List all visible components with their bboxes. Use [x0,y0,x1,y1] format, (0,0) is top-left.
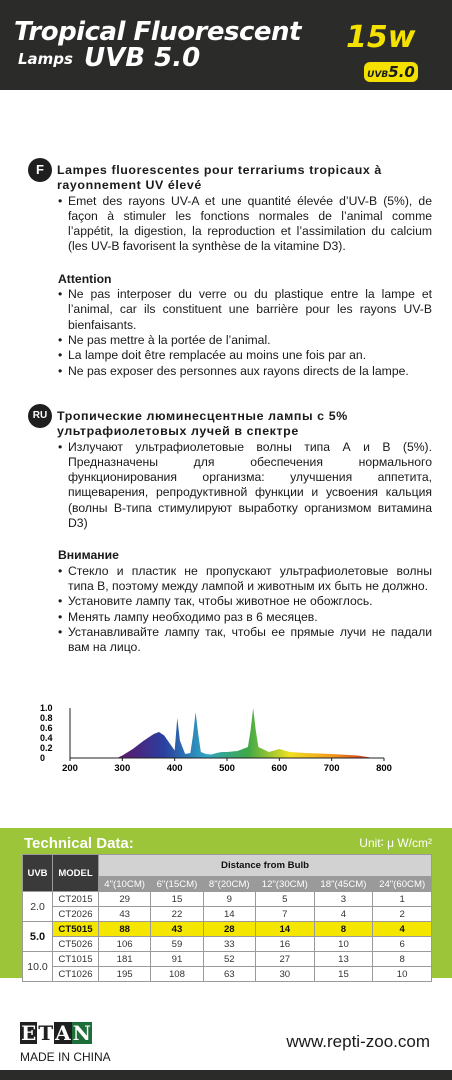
uvb-badge [364,62,418,82]
table-header-uvb: UVB [23,855,53,892]
x-tick-label: 200 [62,763,78,774]
value-cell: 27 [255,952,314,967]
value-cell: 6 [373,937,432,952]
table-row [23,922,432,937]
table-row [23,967,432,982]
value-cell: 10 [373,967,432,982]
value-cell: 3 [314,892,373,907]
list-item: • Менять лампу необходимо раз в 6 месяцев. [32,610,432,625]
y-tick-label: 0.6 [40,723,53,733]
logo-letter: E [21,1021,37,1045]
website-link[interactable]: www.repti-zoo.com [286,1032,430,1051]
y-tick-label: 0.2 [40,743,53,753]
made-in-label: MADE IN CHINA [20,1050,111,1064]
value-cell: 108 [151,967,203,982]
french-section [32,163,432,379]
model-cell: CT2026 [53,907,99,922]
list-item: • Ne pas exposer des personnes aux rayons directs de la lampe. [32,364,432,379]
y-tick-label: 0 [40,753,46,763]
value-cell: 195 [99,967,151,982]
french-attention-heading: Attention [58,271,112,286]
product-subtitle-lamps: Lamps [18,50,73,68]
russian-language-icon: RU [28,404,52,428]
spectrum-area [117,708,373,758]
french-heading-line2: rayonnement UV élevé [57,178,202,193]
y-tick-label: 0.4 [40,733,53,743]
product-title: Tropical Fluorescent [14,17,301,47]
model-cell: CT5026 [53,937,99,952]
value-cell: 30 [255,967,314,982]
russian-heading-line2: ультрафиолетовых лучей в спектре [57,424,299,439]
y-tick-label: 0.8 [40,713,53,723]
x-tick-label: 700 [323,763,340,774]
footer [0,990,452,1080]
table-row [23,952,432,967]
value-cell: 14 [255,922,314,937]
list-item: • Emet des rayons UV-A et une quantité élevée d’UV-B (5%), de façon à stimuler les fonctions normales de l’animal comme l’appétit, la digestion, la reproduction et l’assimilation du calcium (les UV-B favorisent la synthèse de la vitamine D3). [32,194,432,255]
russian-attention-heading: Внимание [58,548,119,563]
table-row [23,907,432,922]
russian-heading [32,409,432,440]
model-cell: CT5015 [53,922,99,937]
value-cell: 4 [314,907,373,922]
x-tick-label: 500 [219,763,235,774]
russian-heading-line1: Тропические люминесцентные лампы с 5% [57,409,348,423]
french-heading [32,163,432,194]
list-item: • Излучают ультрафиолетовые волны типа А и В (5%). Предназначены для обеспечения нормального функционирования организма: улучшения аппетита, пищеварения, репродуктивной функции и усвоения кальция (волны В-типа стимулируют выработку организмом витамина D3) [32,440,432,532]
value-cell: 1 [373,892,432,907]
logo-letter: A [55,1021,71,1045]
value-cell: 8 [314,922,373,937]
technical-data-table [22,854,432,982]
value-cell: 15 [314,967,373,982]
value-cell: 5 [255,892,314,907]
x-tick-label: 400 [166,763,183,774]
x-tick-label: 600 [271,763,288,774]
distance-header-cell: 4"(10CM) [99,877,151,892]
list-item: • Ne pas interposer du verre ou du plastique entre la lampe et l’animal, car ils constituent une barrière pour les rayons UV-B bienfaisants. [32,287,432,333]
logo-letter: T [38,1021,54,1045]
distance-header-cell: 24"(60CM) [373,877,432,892]
french-description-list [32,194,432,255]
list-item: • Ne pas mettre à la portée de l’animal. [32,333,432,348]
technical-data-panel [0,828,452,978]
list-item: • Стекло и пластик не пропускают ультрафиолетовые волны типа В, поэтому между лампой и животным их быть не должно. [32,564,432,595]
bottom-bar [0,1070,452,1080]
value-cell: 52 [203,952,255,967]
list-item: • Установите лампу так, чтобы животное не обожглось. [32,594,432,609]
etan-logo [20,1022,92,1044]
table-row [23,937,432,952]
wattage-label: 15w [346,20,416,55]
product-uvb-label: UVB 5.0 [84,43,201,73]
value-cell: 29 [99,892,151,907]
chart-axes [70,708,384,758]
value-cell: 2 [373,907,432,922]
spectrum-chart [36,696,398,780]
french-language-icon: F [28,158,52,182]
distance-header-cell: 12"(30CM) [255,877,314,892]
russian-section [32,409,432,655]
model-cell: CT2015 [53,892,99,907]
x-tick-label: 300 [114,763,131,774]
value-cell: 16 [255,937,314,952]
value-cell: 4 [373,922,432,937]
distance-header-cell: 8"(20CM) [203,877,255,892]
table-header-model: MODEL [53,855,99,892]
russian-description-list [32,440,432,532]
list-item: • Устанавливайте лампу так, чтобы ее прямые лучи не падали вам на лицо. [32,625,432,656]
technical-data-title: Technical Data: [24,835,134,852]
russian-attention-list [32,564,432,656]
logo-letter: N [72,1021,91,1045]
table-row [23,892,432,907]
table-header-distance: Distance from Bulb [99,855,432,877]
model-cell: CT1026 [53,967,99,982]
model-cell: CT1015 [53,952,99,967]
value-cell: 181 [99,952,151,967]
value-cell: 63 [203,967,255,982]
value-cell: 59 [151,937,203,952]
value-cell: 15 [151,892,203,907]
value-cell: 43 [99,907,151,922]
distance-header-cell: 6"(15CM) [151,877,203,892]
technical-data-unit: Unit∶ μ W/cm² [359,836,432,850]
list-item: • La lampe doit être remplacée au moins une fois par an. [32,348,432,363]
value-cell: 43 [151,922,203,937]
french-attention-list [32,287,432,379]
uvb-group-cell: 5.0 [23,922,53,952]
value-cell: 7 [255,907,314,922]
value-cell: 13 [314,952,373,967]
value-cell: 8 [373,952,432,967]
uvb-badge-value: 5.0 [388,63,415,81]
distance-header-cell: 18"(45CM) [314,877,373,892]
spectrum-chart-svg [36,696,398,780]
uvb-group-cell: 10.0 [23,952,53,982]
value-cell: 14 [203,907,255,922]
uvb-group-cell: 2.0 [23,892,53,922]
value-cell: 22 [151,907,203,922]
value-cell: 91 [151,952,203,967]
french-heading-line1: Lampes fluorescentes pour terrariums tropicaux à [57,163,382,177]
x-tick-label: 800 [376,763,392,774]
value-cell: 10 [314,937,373,952]
value-cell: 88 [99,922,151,937]
uvb-badge-prefix: UVB [367,70,389,80]
header-banner [0,0,452,90]
y-tick-label: 1.0 [40,703,53,713]
value-cell: 106 [99,937,151,952]
value-cell: 28 [203,922,255,937]
value-cell: 9 [203,892,255,907]
value-cell: 33 [203,937,255,952]
